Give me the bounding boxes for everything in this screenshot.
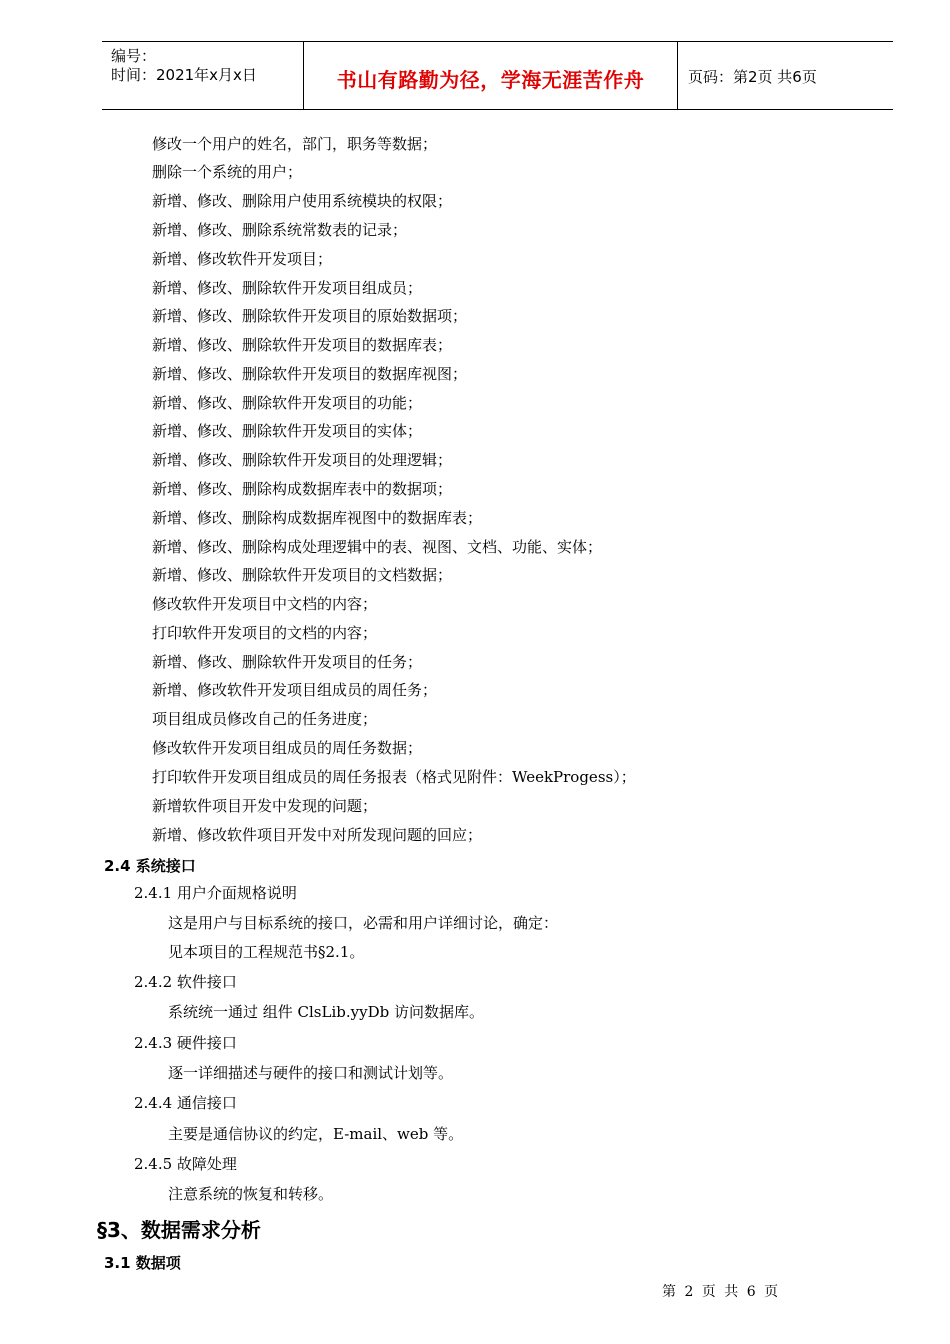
subsection-2-4-5-text: 注意系统的恢复和转移。 xyxy=(168,1185,334,1203)
list-item: 新增、修改、删除软件开发项目组成员； xyxy=(152,279,423,297)
list-item: 新增、修改、删除软件开发项目的数据库表； xyxy=(152,336,453,354)
list-item: 新增、修改、删除构成数据库表中的数据项； xyxy=(152,480,453,498)
subsection-2-4-2-text: 系统统一通过 组件 ClsLib.yyDb 访问数据库。 xyxy=(168,1003,484,1021)
subsection-2-4-1-title: 2.4.1 用户介面规格说明 xyxy=(134,884,297,902)
section-3-heading: §3、数据需求分析 xyxy=(97,1218,261,1242)
subsection-2-4-1-text: 这是用户与目标系统的接口，必需和用户详细讨论，确定： xyxy=(168,914,559,932)
list-item: 新增、修改软件开发项目； xyxy=(152,250,333,268)
list-item: 项目组成员修改自己的任务进度； xyxy=(152,710,378,728)
list-item: 修改软件开发项目中文档的内容； xyxy=(152,595,378,613)
list-item: 打印软件开发项目的文档的内容； xyxy=(152,624,378,642)
header-date-label: 时间：2021年x月x日 xyxy=(111,66,257,84)
list-item: 新增、修改、删除软件开发项目的功能； xyxy=(152,394,423,412)
list-item: 打印软件开发项目组成员的周任务报表（格式见附件：WeekProgess）； xyxy=(152,768,636,786)
list-item: 修改软件开发项目组成员的周任务数据； xyxy=(152,739,423,757)
subsection-2-4-3-text: 逐一详细描述与硬件的接口和测试计划等。 xyxy=(168,1064,454,1082)
list-item: 新增、修改、删除软件开发项目的处理逻辑； xyxy=(152,451,453,469)
subsection-2-4-2-title: 2.4.2 软件接口 xyxy=(134,973,237,991)
list-item: 新增软件项目开发中发现的问题； xyxy=(152,797,378,815)
list-item: 新增、修改、删除软件开发项目的文档数据； xyxy=(152,566,453,584)
subsection-2-4-4-title: 2.4.4 通信接口 xyxy=(134,1094,237,1112)
document-header xyxy=(102,41,893,110)
list-item: 新增、修改、删除软件开发项目的任务； xyxy=(152,653,423,671)
list-item: 修改一个用户的姓名，部门，职务等数据； xyxy=(152,135,438,153)
list-item: 新增、修改、删除用户使用系统模块的权限； xyxy=(152,192,453,210)
header-page-cell xyxy=(678,42,893,109)
subsection-2-4-1-ref: 见本项目的工程规范书§2.1。 xyxy=(168,943,365,961)
list-item: 新增、修改、删除系统常数表的记录； xyxy=(152,221,408,239)
list-item: 新增、修改软件项目开发中对所发现问题的回应； xyxy=(152,826,483,844)
header-motto-cell xyxy=(304,42,678,109)
subsection-2-4-5-title: 2.4.5 故障处理 xyxy=(134,1155,237,1173)
list-item: 新增、修改软件开发项目组成员的周任务； xyxy=(152,681,438,699)
subsection-2-4-3-title: 2.4.3 硬件接口 xyxy=(134,1034,237,1052)
list-item: 新增、修改、删除构成数据库视图中的数据库表； xyxy=(152,509,483,527)
list-item: 新增、修改、删除软件开发项目的数据库视图； xyxy=(152,365,468,383)
subsection-2-4-4-text: 主要是通信协议的约定，E-mail、web 等。 xyxy=(168,1125,464,1143)
list-item: 新增、修改、删除软件开发项目的实体； xyxy=(152,422,423,440)
page-footer: 第 2 页 共 6 页 xyxy=(662,1284,781,1300)
section-3-1-heading: 3.1 数据项 xyxy=(104,1254,181,1272)
list-item: 删除一个系统的用户； xyxy=(152,163,303,181)
header-page-label: 页码：第2页 共6页 xyxy=(688,68,817,86)
list-item: 新增、修改、删除构成处理逻辑中的表、视图、文档、功能、实体； xyxy=(152,538,603,556)
header-meta-cell xyxy=(102,42,304,109)
header-motto: 书山有路勤为径，学海无涯苦作舟 xyxy=(336,68,645,92)
list-item: 新增、修改、删除软件开发项目的原始数据项； xyxy=(152,307,468,325)
section-2-4-heading: 2.4 系统接口 xyxy=(104,857,196,875)
header-id-label: 编号： xyxy=(111,47,157,65)
